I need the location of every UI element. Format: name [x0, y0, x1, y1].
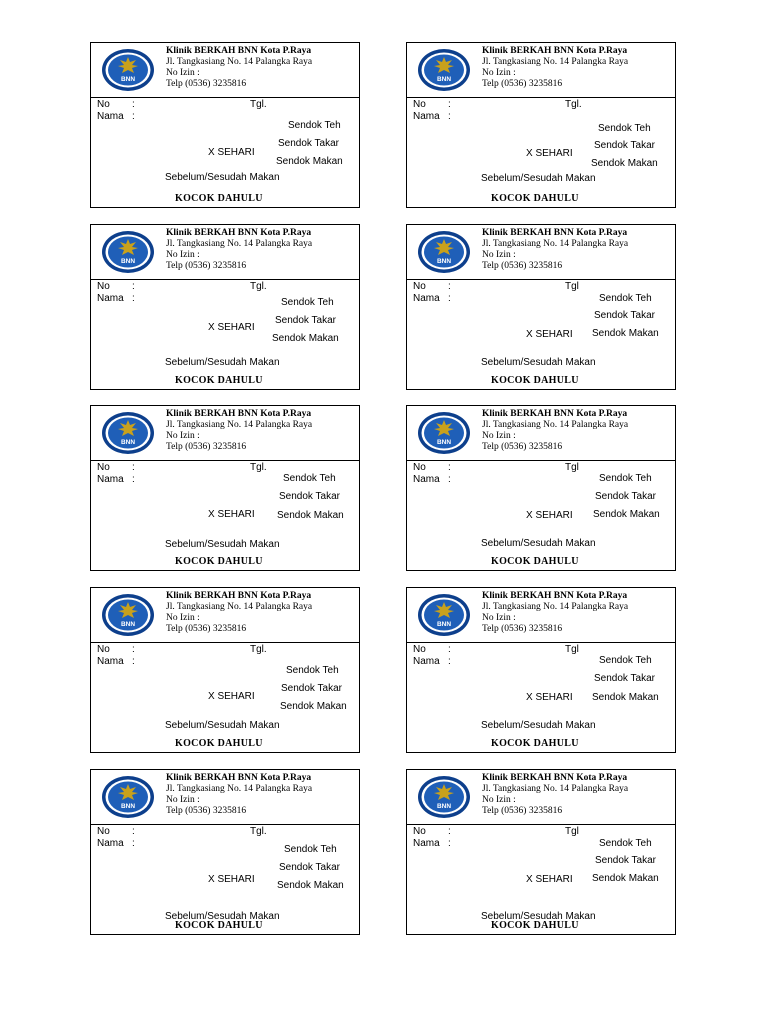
before-after-meal: Sebelum/Sesudah Makan	[481, 911, 596, 922]
clinic-name: Klinik BERKAH BNN Kota P.Raya	[482, 773, 628, 783]
date-label: Tgl.	[250, 462, 267, 473]
clinic-name: Klinik BERKAH BNN Kota P.Raya	[482, 228, 628, 238]
before-after-meal: Sebelum/Sesudah Makan	[481, 357, 596, 368]
nama-label: Nama	[97, 656, 124, 667]
bnn-logo-icon	[101, 48, 155, 92]
times-per-day: X SEHARI	[526, 874, 573, 885]
clinic-name: Klinik BERKAH BNN Kota P.Raya	[482, 591, 628, 601]
no-label: No	[97, 644, 110, 655]
nama-colon: :	[448, 474, 451, 485]
dose-sendok-makan: Sendok Makan	[592, 692, 659, 703]
clinic-phone: Telp (0536) 3235816	[166, 261, 247, 271]
prescription-label	[406, 224, 676, 390]
dose-sendok-makan: Sendok Makan	[592, 873, 659, 884]
times-per-day: X SEHARI	[526, 148, 573, 159]
shake-first-warning: KOCOK DAHULU	[175, 738, 263, 749]
date-label: Tgl.	[250, 281, 267, 292]
dose-sendok-teh: Sendok Teh	[281, 297, 334, 308]
dose-sendok-teh: Sendok Teh	[599, 473, 652, 484]
nama-colon: :	[132, 656, 135, 667]
dose-sendok-teh: Sendok Teh	[286, 665, 339, 676]
clinic-address: Jl. Tangkasiang No. 14 Palangka Raya	[482, 602, 629, 612]
dose-sendok-takar: Sendok Takar	[278, 138, 339, 149]
license-number: No Izin :	[482, 431, 516, 441]
dose-sendok-takar: Sendok Takar	[281, 683, 342, 694]
before-after-meal: Sebelum/Sesudah Makan	[165, 539, 280, 550]
prescription-label	[90, 42, 360, 208]
no-colon: :	[448, 644, 451, 655]
license-number: No Izin :	[482, 250, 516, 260]
shake-first-warning: KOCOK DAHULU	[491, 193, 579, 204]
shake-first-warning: KOCOK DAHULU	[175, 375, 263, 386]
nama-colon: :	[448, 656, 451, 667]
label-header	[407, 770, 675, 825]
no-label: No	[413, 99, 426, 110]
dose-sendok-takar: Sendok Takar	[595, 855, 656, 866]
before-after-meal: Sebelum/Sesudah Makan	[481, 173, 596, 184]
dose-sendok-takar: Sendok Takar	[594, 673, 655, 684]
no-colon: :	[132, 99, 135, 110]
dose-sendok-takar: Sendok Takar	[279, 491, 340, 502]
nama-label: Nama	[413, 111, 440, 122]
dose-sendok-takar: Sendok Takar	[595, 491, 656, 502]
date-label: Tgl	[565, 281, 579, 292]
no-label: No	[413, 826, 426, 837]
nama-label: Nama	[97, 838, 124, 849]
nama-label: Nama	[413, 656, 440, 667]
prescription-label	[406, 405, 676, 571]
no-label: No	[97, 99, 110, 110]
no-label: No	[413, 281, 426, 292]
no-colon: :	[132, 462, 135, 473]
shake-first-warning: KOCOK DAHULU	[491, 738, 579, 749]
svg-text:BNN: BNN	[120, 803, 136, 810]
clinic-phone: Telp (0536) 3235816	[482, 624, 563, 634]
dose-sendok-makan: Sendok Makan	[276, 156, 343, 167]
bnn-logo-icon	[101, 230, 155, 274]
clinic-address: Jl. Tangkasiang No. 14 Palangka Raya	[166, 239, 313, 249]
times-per-day: X SEHARI	[208, 322, 255, 333]
bnn-logo-icon	[417, 48, 471, 92]
dose-sendok-makan: Sendok Makan	[280, 701, 347, 712]
label-header	[407, 225, 675, 280]
svg-text:BNN: BNN	[120, 439, 136, 446]
times-per-day: X SEHARI	[208, 147, 255, 158]
nama-label: Nama	[413, 838, 440, 849]
prescription-label	[90, 405, 360, 571]
license-number: No Izin :	[482, 613, 516, 623]
dose-sendok-takar: Sendok Takar	[279, 862, 340, 873]
clinic-address: Jl. Tangkasiang No. 14 Palangka Raya	[166, 602, 313, 612]
shake-first-warning: KOCOK DAHULU	[175, 556, 263, 567]
clinic-name: Klinik BERKAH BNN Kota P.Raya	[166, 46, 312, 56]
date-label: Tgl.	[250, 644, 267, 655]
clinic-name: Klinik BERKAH BNN Kota P.Raya	[166, 228, 312, 238]
before-after-meal: Sebelum/Sesudah Makan	[481, 720, 596, 731]
dose-sendok-makan: Sendok Makan	[272, 333, 339, 344]
clinic-name: Klinik BERKAH BNN Kota P.Raya	[166, 773, 312, 783]
prescription-label	[90, 224, 360, 390]
clinic-name: Klinik BERKAH BNN Kota P.Raya	[482, 46, 628, 56]
clinic-phone: Telp (0536) 3235816	[482, 442, 563, 452]
dose-sendok-takar: Sendok Takar	[594, 310, 655, 321]
no-colon: :	[132, 281, 135, 292]
clinic-name: Klinik BERKAH BNN Kota P.Raya	[166, 591, 312, 601]
times-per-day: X SEHARI	[526, 329, 573, 340]
before-after-meal: Sebelum/Sesudah Makan	[165, 720, 280, 731]
date-label: Tgl.	[250, 99, 267, 110]
clinic-phone: Telp (0536) 3235816	[166, 624, 247, 634]
times-per-day: X SEHARI	[526, 692, 573, 703]
clinic-address: Jl. Tangkasiang No. 14 Palangka Raya	[482, 239, 629, 249]
label-header	[91, 225, 359, 280]
dose-sendok-makan: Sendok Makan	[592, 328, 659, 339]
clinic-name: Klinik BERKAH BNN Kota P.Raya	[166, 409, 312, 419]
no-colon: :	[132, 644, 135, 655]
date-label: Tgl	[565, 462, 579, 473]
nama-colon: :	[132, 111, 135, 122]
clinic-name: Klinik BERKAH BNN Kota P.Raya	[482, 409, 628, 419]
date-label: Tgl	[565, 826, 579, 837]
date-label: Tgl.	[565, 99, 582, 110]
no-label: No	[97, 462, 110, 473]
bnn-logo-icon	[417, 230, 471, 274]
dose-sendok-teh: Sendok Teh	[598, 123, 651, 134]
no-label: No	[97, 281, 110, 292]
shake-first-warning: KOCOK DAHULU	[491, 556, 579, 567]
label-header	[407, 43, 675, 98]
before-after-meal: Sebelum/Sesudah Makan	[481, 538, 596, 549]
prescription-label	[406, 587, 676, 753]
label-header	[91, 43, 359, 98]
no-colon: :	[132, 826, 135, 837]
clinic-address: Jl. Tangkasiang No. 14 Palangka Raya	[482, 57, 629, 67]
before-after-meal: Sebelum/Sesudah Makan	[165, 357, 280, 368]
clinic-phone: Telp (0536) 3235816	[482, 261, 563, 271]
shake-first-warning: KOCOK DAHULU	[175, 193, 263, 204]
times-per-day: X SEHARI	[208, 509, 255, 520]
prescription-label	[406, 42, 676, 208]
nama-label: Nama	[413, 474, 440, 485]
clinic-address: Jl. Tangkasiang No. 14 Palangka Raya	[482, 420, 629, 430]
dose-sendok-makan: Sendok Makan	[591, 158, 658, 169]
license-number: No Izin :	[482, 795, 516, 805]
dose-sendok-teh: Sendok Teh	[599, 838, 652, 849]
svg-text:BNN: BNN	[436, 76, 452, 83]
svg-text:BNN: BNN	[120, 621, 136, 628]
shake-first-warning: KOCOK DAHULU	[491, 920, 579, 931]
nama-label: Nama	[97, 474, 124, 485]
no-colon: :	[448, 826, 451, 837]
bnn-logo-icon	[417, 593, 471, 637]
dose-sendok-makan: Sendok Makan	[277, 510, 344, 521]
no-label: No	[413, 644, 426, 655]
times-per-day: X SEHARI	[526, 510, 573, 521]
times-per-day: X SEHARI	[208, 691, 255, 702]
nama-colon: :	[448, 111, 451, 122]
license-number: No Izin :	[166, 68, 200, 78]
dose-sendok-makan: Sendok Makan	[593, 509, 660, 520]
license-number: No Izin :	[166, 250, 200, 260]
clinic-phone: Telp (0536) 3235816	[482, 806, 563, 816]
license-number: No Izin :	[166, 795, 200, 805]
dose-sendok-teh: Sendok Teh	[284, 844, 337, 855]
clinic-phone: Telp (0536) 3235816	[482, 79, 563, 89]
dose-sendok-teh: Sendok Teh	[599, 293, 652, 304]
svg-text:BNN: BNN	[436, 439, 452, 446]
clinic-address: Jl. Tangkasiang No. 14 Palangka Raya	[166, 784, 313, 794]
times-per-day: X SEHARI	[208, 874, 255, 885]
nama-colon: :	[132, 293, 135, 304]
label-header	[91, 406, 359, 461]
dose-sendok-takar: Sendok Takar	[275, 315, 336, 326]
bnn-logo-icon	[417, 411, 471, 455]
prescription-label	[90, 587, 360, 753]
date-label: Tgl.	[250, 826, 267, 837]
before-after-meal: Sebelum/Sesudah Makan	[165, 172, 280, 183]
svg-text:BNN: BNN	[120, 76, 136, 83]
bnn-logo-icon	[101, 593, 155, 637]
shake-first-warning: KOCOK DAHULU	[175, 920, 263, 931]
label-header	[407, 588, 675, 643]
clinic-address: Jl. Tangkasiang No. 14 Palangka Raya	[482, 784, 629, 794]
nama-label: Nama	[413, 293, 440, 304]
svg-text:BNN: BNN	[436, 803, 452, 810]
clinic-phone: Telp (0536) 3235816	[166, 79, 247, 89]
clinic-phone: Telp (0536) 3235816	[166, 442, 247, 452]
nama-colon: :	[132, 474, 135, 485]
no-label: No	[97, 826, 110, 837]
license-number: No Izin :	[166, 431, 200, 441]
svg-text:BNN: BNN	[120, 258, 136, 265]
label-header	[407, 406, 675, 461]
date-label: Tgl	[565, 644, 579, 655]
dose-sendok-teh: Sendok Teh	[283, 473, 336, 484]
prescription-label	[406, 769, 676, 935]
before-after-meal: Sebelum/Sesudah Makan	[165, 911, 280, 922]
nama-label: Nama	[97, 111, 124, 122]
license-number: No Izin :	[166, 613, 200, 623]
clinic-address: Jl. Tangkasiang No. 14 Palangka Raya	[166, 57, 313, 67]
svg-text:BNN: BNN	[436, 258, 452, 265]
no-label: No	[413, 462, 426, 473]
no-colon: :	[448, 462, 451, 473]
nama-colon: :	[448, 293, 451, 304]
bnn-logo-icon	[417, 775, 471, 819]
dose-sendok-teh: Sendok Teh	[599, 655, 652, 666]
bnn-logo-icon	[101, 411, 155, 455]
license-number: No Izin :	[482, 68, 516, 78]
nama-colon: :	[448, 838, 451, 849]
clinic-phone: Telp (0536) 3235816	[166, 806, 247, 816]
nama-label: Nama	[97, 293, 124, 304]
dose-sendok-teh: Sendok Teh	[288, 120, 341, 131]
shake-first-warning: KOCOK DAHULU	[491, 375, 579, 386]
no-colon: :	[448, 281, 451, 292]
dose-sendok-makan: Sendok Makan	[277, 880, 344, 891]
nama-colon: :	[132, 838, 135, 849]
label-header	[91, 770, 359, 825]
bnn-logo-icon	[101, 775, 155, 819]
prescription-label	[90, 769, 360, 935]
svg-text:BNN: BNN	[436, 621, 452, 628]
label-header	[91, 588, 359, 643]
dose-sendok-takar: Sendok Takar	[594, 140, 655, 151]
clinic-address: Jl. Tangkasiang No. 14 Palangka Raya	[166, 420, 313, 430]
no-colon: :	[448, 99, 451, 110]
